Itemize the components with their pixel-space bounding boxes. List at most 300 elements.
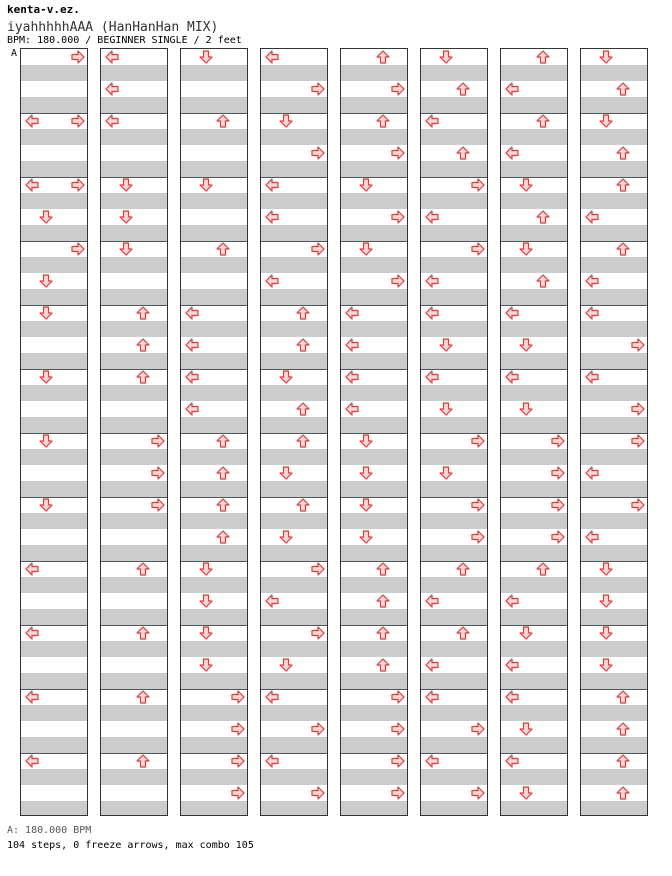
right-arrow-icon [391, 274, 405, 288]
beat-band [101, 705, 167, 721]
measure-line [501, 241, 567, 242]
down-arrow-icon [279, 658, 293, 672]
left-arrow-icon [505, 754, 519, 768]
up-arrow-icon [296, 402, 310, 416]
measure-line [421, 561, 487, 562]
beat-band [341, 577, 407, 593]
left-arrow-icon [265, 594, 279, 608]
beat-band [261, 609, 327, 625]
up-arrow-icon [456, 626, 470, 640]
site-name: kenta-v.ez. [7, 3, 80, 16]
up-arrow-icon [456, 146, 470, 160]
right-arrow-icon [551, 466, 565, 480]
beat-band [261, 225, 327, 241]
left-arrow-icon [185, 338, 199, 352]
left-arrow-icon [585, 274, 599, 288]
measure-line [181, 433, 247, 434]
beat-band [581, 289, 647, 305]
right-arrow-icon [231, 690, 245, 704]
up-arrow-icon [136, 370, 150, 384]
right-arrow-icon [391, 210, 405, 224]
beat-band [421, 513, 487, 529]
left-arrow-icon [345, 402, 359, 416]
left-arrow-icon [25, 754, 39, 768]
beat-band [261, 513, 327, 529]
beat-band [421, 577, 487, 593]
right-arrow-icon [631, 434, 645, 448]
beat-band [21, 737, 87, 753]
beat-band [261, 97, 327, 113]
down-arrow-icon [279, 530, 293, 544]
bpm-summary: A: 180.000 BPM [7, 825, 92, 836]
beat-band [21, 705, 87, 721]
down-arrow-icon [199, 626, 213, 640]
beat-band [501, 97, 567, 113]
left-arrow-icon [265, 50, 279, 64]
measure-line [181, 497, 247, 498]
up-arrow-icon [536, 274, 550, 288]
measure-line [101, 561, 167, 562]
up-arrow-icon [536, 114, 550, 128]
up-arrow-icon [616, 786, 630, 800]
down-arrow-icon [199, 562, 213, 576]
up-arrow-icon [616, 82, 630, 96]
down-arrow-icon [439, 50, 453, 64]
beat-band [261, 737, 327, 753]
beat-band [501, 193, 567, 209]
measure-line [21, 369, 87, 370]
beat-band [501, 449, 567, 465]
left-arrow-icon [105, 82, 119, 96]
down-arrow-icon [119, 210, 133, 224]
beat-band [581, 769, 647, 785]
beat-band [21, 417, 87, 433]
left-arrow-icon [25, 178, 39, 192]
beat-band [21, 353, 87, 369]
down-arrow-icon [39, 434, 53, 448]
beat-band [581, 225, 647, 241]
right-arrow-icon [71, 114, 85, 128]
beat-band [181, 641, 247, 657]
beat-band [501, 801, 567, 816]
up-arrow-icon [136, 690, 150, 704]
down-arrow-icon [439, 338, 453, 352]
beat-band [421, 801, 487, 816]
beat-band [421, 449, 487, 465]
beat-band [181, 385, 247, 401]
beat-band [581, 257, 647, 273]
beat-band [421, 769, 487, 785]
right-arrow-icon [231, 786, 245, 800]
beat-band [421, 641, 487, 657]
beat-band [501, 417, 567, 433]
down-arrow-icon [519, 626, 533, 640]
beat-band [261, 545, 327, 561]
measure-line [101, 625, 167, 626]
right-arrow-icon [551, 434, 565, 448]
beat-band [341, 321, 407, 337]
left-arrow-icon [585, 466, 599, 480]
left-arrow-icon [25, 626, 39, 640]
left-arrow-icon [185, 370, 199, 384]
beat-band [101, 673, 167, 689]
beat-band [101, 257, 167, 273]
beat-band [21, 609, 87, 625]
beat-band [341, 417, 407, 433]
beat-band [101, 449, 167, 465]
beat-band [421, 161, 487, 177]
down-arrow-icon [279, 466, 293, 480]
measure-line [341, 433, 407, 434]
beat-band [181, 449, 247, 465]
beat-band [261, 481, 327, 497]
down-arrow-icon [279, 370, 293, 384]
chart-column [580, 48, 648, 816]
measure-line [581, 241, 647, 242]
down-arrow-icon [199, 658, 213, 672]
left-arrow-icon [505, 146, 519, 160]
beat-band [341, 289, 407, 305]
beat-band [581, 97, 647, 113]
up-arrow-icon [456, 82, 470, 96]
beat-band [21, 449, 87, 465]
beat-band [21, 65, 87, 81]
right-arrow-icon [471, 530, 485, 544]
right-arrow-icon [311, 786, 325, 800]
down-arrow-icon [359, 498, 373, 512]
beat-band [581, 545, 647, 561]
beat-band [261, 289, 327, 305]
left-arrow-icon [345, 338, 359, 352]
beat-band [341, 353, 407, 369]
right-arrow-icon [391, 786, 405, 800]
beat-band [181, 673, 247, 689]
beat-band [501, 385, 567, 401]
measure-line [261, 305, 327, 306]
right-arrow-icon [311, 562, 325, 576]
up-arrow-icon [216, 498, 230, 512]
up-arrow-icon [616, 146, 630, 160]
up-arrow-icon [296, 338, 310, 352]
beat-band [21, 673, 87, 689]
measure-line [581, 625, 647, 626]
beat-band [261, 417, 327, 433]
beat-band [181, 289, 247, 305]
beat-band [101, 801, 167, 816]
beat-band [101, 65, 167, 81]
right-arrow-icon [311, 626, 325, 640]
left-arrow-icon [425, 274, 439, 288]
beat-band [101, 769, 167, 785]
beat-band [341, 545, 407, 561]
measure-line [181, 113, 247, 114]
beat-band [101, 641, 167, 657]
beat-band [341, 705, 407, 721]
beat-band [501, 769, 567, 785]
beat-band [341, 65, 407, 81]
beat-band [21, 769, 87, 785]
beat-band [181, 609, 247, 625]
beat-band [101, 321, 167, 337]
measure-line [21, 305, 87, 306]
left-arrow-icon [425, 690, 439, 704]
down-arrow-icon [519, 722, 533, 736]
beat-band [421, 321, 487, 337]
measure-line [101, 369, 167, 370]
beat-band [421, 193, 487, 209]
beat-band [101, 129, 167, 145]
up-arrow-icon [136, 754, 150, 768]
down-arrow-icon [519, 786, 533, 800]
down-arrow-icon [39, 274, 53, 288]
beat-band [21, 641, 87, 657]
beat-band [261, 385, 327, 401]
beat-band [101, 481, 167, 497]
left-arrow-icon [585, 306, 599, 320]
beat-band [101, 577, 167, 593]
right-arrow-icon [471, 722, 485, 736]
beat-band [501, 225, 567, 241]
down-arrow-icon [119, 242, 133, 256]
right-arrow-icon [71, 242, 85, 256]
right-arrow-icon [471, 498, 485, 512]
beat-band [581, 705, 647, 721]
right-arrow-icon [471, 434, 485, 448]
up-arrow-icon [216, 530, 230, 544]
left-arrow-icon [265, 178, 279, 192]
chart-column [260, 48, 328, 816]
measure-line [421, 625, 487, 626]
beat-band [21, 513, 87, 529]
up-arrow-icon [216, 242, 230, 256]
up-arrow-icon [616, 690, 630, 704]
measure-line [341, 497, 407, 498]
left-arrow-icon [425, 754, 439, 768]
measure-line [181, 625, 247, 626]
down-arrow-icon [599, 594, 613, 608]
up-arrow-icon [296, 434, 310, 448]
right-arrow-icon [471, 178, 485, 192]
measure-line [341, 177, 407, 178]
measure-line [501, 113, 567, 114]
right-arrow-icon [631, 498, 645, 512]
beat-band [581, 609, 647, 625]
beat-band [341, 225, 407, 241]
down-arrow-icon [519, 338, 533, 352]
beat-band [181, 193, 247, 209]
measure-line [181, 241, 247, 242]
measure-line [101, 177, 167, 178]
left-arrow-icon [185, 402, 199, 416]
beat-band [421, 129, 487, 145]
down-arrow-icon [519, 242, 533, 256]
measure-line [501, 561, 567, 562]
beat-band [261, 769, 327, 785]
left-arrow-icon [185, 306, 199, 320]
beat-band [101, 385, 167, 401]
up-arrow-icon [296, 306, 310, 320]
right-arrow-icon [391, 82, 405, 96]
down-arrow-icon [599, 658, 613, 672]
up-arrow-icon [376, 562, 390, 576]
up-arrow-icon [536, 210, 550, 224]
left-arrow-icon [105, 50, 119, 64]
right-arrow-icon [151, 466, 165, 480]
beat-band [341, 449, 407, 465]
up-arrow-icon [136, 306, 150, 320]
measure-line [101, 753, 167, 754]
beat-band [261, 641, 327, 657]
right-arrow-icon [71, 50, 85, 64]
right-arrow-icon [311, 82, 325, 96]
up-arrow-icon [536, 562, 550, 576]
beat-band [261, 449, 327, 465]
left-arrow-icon [25, 114, 39, 128]
down-arrow-icon [199, 178, 213, 192]
left-arrow-icon [265, 274, 279, 288]
beat-band [21, 289, 87, 305]
left-arrow-icon [585, 210, 599, 224]
beat-band [501, 353, 567, 369]
chart-column [20, 48, 88, 816]
beat-band [581, 577, 647, 593]
down-arrow-icon [599, 626, 613, 640]
beat-band [421, 353, 487, 369]
up-arrow-icon [456, 562, 470, 576]
measure-line [181, 177, 247, 178]
up-arrow-icon [376, 594, 390, 608]
up-arrow-icon [376, 626, 390, 640]
right-arrow-icon [311, 242, 325, 256]
beat-band [341, 161, 407, 177]
beat-band [181, 97, 247, 113]
up-arrow-icon [616, 754, 630, 768]
beat-band [581, 641, 647, 657]
left-arrow-icon [505, 690, 519, 704]
left-arrow-icon [25, 562, 39, 576]
left-arrow-icon [505, 370, 519, 384]
left-arrow-icon [505, 306, 519, 320]
beat-band [501, 545, 567, 561]
right-arrow-icon [471, 242, 485, 256]
right-arrow-icon [551, 498, 565, 512]
beat-band [181, 257, 247, 273]
up-arrow-icon [616, 242, 630, 256]
beat-band [501, 609, 567, 625]
beat-band [581, 449, 647, 465]
left-arrow-icon [585, 370, 599, 384]
beat-band [261, 673, 327, 689]
right-arrow-icon [391, 690, 405, 704]
beat-band [101, 417, 167, 433]
down-arrow-icon [599, 50, 613, 64]
up-arrow-icon [216, 466, 230, 480]
measure-line [261, 433, 327, 434]
left-arrow-icon [265, 210, 279, 224]
down-arrow-icon [359, 466, 373, 480]
beat-band [581, 673, 647, 689]
beat-band [101, 737, 167, 753]
beat-band [101, 161, 167, 177]
measure-line [181, 561, 247, 562]
left-arrow-icon [505, 82, 519, 96]
down-arrow-icon [519, 178, 533, 192]
left-arrow-icon [425, 594, 439, 608]
beat-band [21, 385, 87, 401]
left-arrow-icon [425, 114, 439, 128]
up-arrow-icon [616, 722, 630, 736]
beat-band [101, 193, 167, 209]
beat-band [501, 577, 567, 593]
measure-line [341, 113, 407, 114]
down-arrow-icon [119, 178, 133, 192]
beat-band [501, 129, 567, 145]
measure-line [341, 561, 407, 562]
beat-band [181, 481, 247, 497]
up-arrow-icon [376, 50, 390, 64]
measure-line [581, 753, 647, 754]
beat-band [21, 481, 87, 497]
down-arrow-icon [279, 114, 293, 128]
down-arrow-icon [439, 402, 453, 416]
beat-band [501, 737, 567, 753]
beat-band [341, 193, 407, 209]
beat-band [581, 417, 647, 433]
beat-band [421, 257, 487, 273]
measure-line [581, 177, 647, 178]
beat-band [501, 673, 567, 689]
beat-band [261, 193, 327, 209]
left-arrow-icon [345, 306, 359, 320]
right-arrow-icon [71, 178, 85, 192]
beat-band [21, 257, 87, 273]
measure-line [581, 689, 647, 690]
right-arrow-icon [391, 722, 405, 736]
beat-band [581, 801, 647, 816]
beat-band [261, 577, 327, 593]
measure-line [261, 497, 327, 498]
beat-band [581, 161, 647, 177]
beat-band [261, 321, 327, 337]
beat-band [101, 225, 167, 241]
beat-band [181, 353, 247, 369]
down-arrow-icon [439, 466, 453, 480]
beat-band [21, 801, 87, 816]
measure-line [101, 689, 167, 690]
right-arrow-icon [391, 146, 405, 160]
beat-band [21, 161, 87, 177]
left-arrow-icon [25, 690, 39, 704]
down-arrow-icon [39, 306, 53, 320]
beat-band [581, 321, 647, 337]
beat-band [341, 129, 407, 145]
left-arrow-icon [425, 306, 439, 320]
beat-band [341, 481, 407, 497]
beat-band [261, 161, 327, 177]
beat-band [21, 545, 87, 561]
beat-band [581, 481, 647, 497]
measure-line [581, 561, 647, 562]
measure-line [261, 113, 327, 114]
beat-band [101, 289, 167, 305]
beat-band [421, 609, 487, 625]
beat-band [341, 97, 407, 113]
down-arrow-icon [199, 594, 213, 608]
beat-band [421, 705, 487, 721]
beat-band [501, 257, 567, 273]
beat-band [181, 65, 247, 81]
left-arrow-icon [345, 370, 359, 384]
